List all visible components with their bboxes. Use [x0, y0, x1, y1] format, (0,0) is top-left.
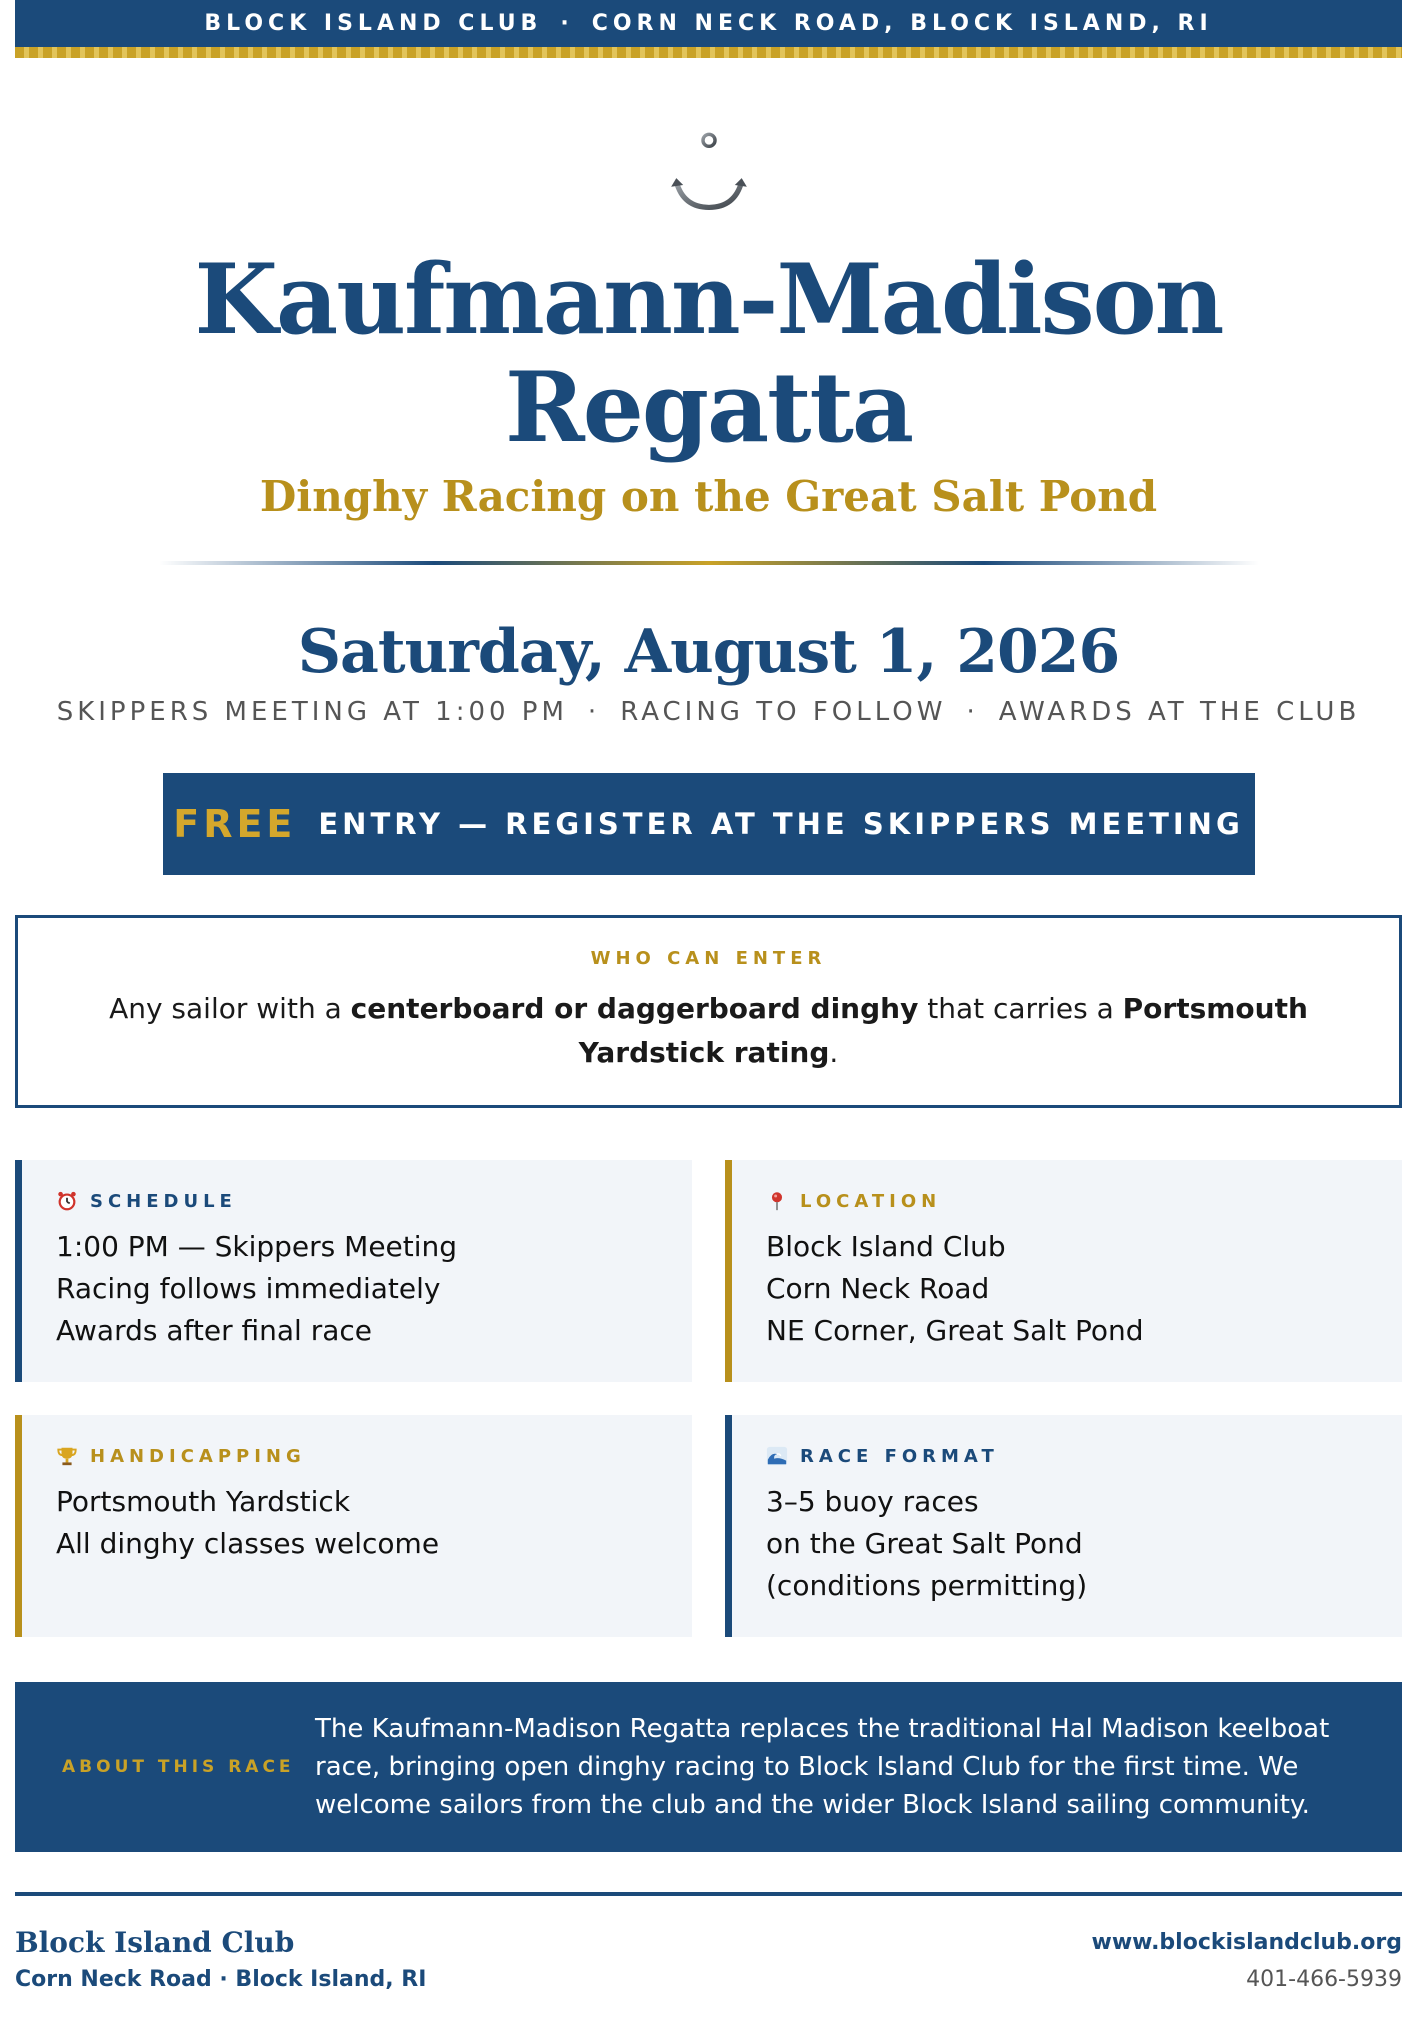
schedule-line: Awards after final race: [56, 1314, 373, 1347]
divider-rule: [159, 561, 1259, 565]
who-bold-1: centerboard or daggerboard dinghy: [350, 992, 919, 1025]
handicapping-label: HANDICAPPING: [90, 1445, 306, 1467]
who-bold-2: Portsmouth Yardstick rating: [578, 992, 1308, 1069]
detail-awards: AWARDS AT THE CLUB: [998, 697, 1361, 727]
banner-address: CORN NECK ROAD, BLOCK ISLAND, RI: [591, 11, 1213, 36]
entry-text: ENTRY — REGISTER AT THE SKIPPERS MEETING: [318, 807, 1244, 841]
who-eyebrow: WHO CAN ENTER: [590, 948, 827, 969]
about-label: ABOUT THIS RACE: [62, 1757, 295, 1777]
handicapping-line: All dinghy classes welcome: [56, 1527, 440, 1560]
schedule-line: 1:00 PM — Skippers Meeting: [56, 1230, 458, 1263]
location-line: NE Corner, Great Salt Pond: [766, 1314, 1144, 1347]
detail-racing: RACING TO FOLLOW: [620, 697, 947, 727]
race-format-line: (conditions permitting): [766, 1569, 1088, 1602]
race-format-label: RACE FORMAT: [800, 1445, 999, 1467]
wave-icon: [766, 1445, 788, 1467]
footer-phone[interactable]: 401-466-5939: [1246, 1967, 1402, 1992]
trophy-icon: [56, 1445, 78, 1467]
race-format-line: on the Great Salt Pond: [766, 1527, 1083, 1560]
race-format-card: [725, 1415, 1402, 1637]
detail-skippers: SKIPPERS MEETING AT 1:00 PM: [56, 697, 568, 727]
location-label: LOCATION: [800, 1190, 942, 1212]
about-banner: [15, 1682, 1402, 1852]
location-card: [725, 1160, 1402, 1382]
alarm-clock-icon: [56, 1190, 78, 1212]
who-text-2: that carries a: [918, 992, 1123, 1025]
banner-separator: ·: [560, 11, 574, 36]
free-label: FREE: [173, 802, 297, 846]
info-grid: [15, 1160, 1402, 1637]
title-line-1: Kaufmann-Madison: [194, 243, 1223, 356]
footer-club-name: Block Island Club: [15, 1926, 295, 1959]
location-line: Corn Neck Road: [766, 1272, 990, 1305]
who-text-1: Any sailor with a: [109, 992, 351, 1025]
race-format-line: 3–5 buoy races: [766, 1485, 979, 1518]
footer: [15, 1926, 1402, 1992]
flyer: [15, 0, 1402, 1992]
gold-stripe: [15, 47, 1402, 58]
event-subtitle: Dinghy Racing on the Great Salt Pond: [259, 472, 1158, 521]
footer-rule: [15, 1892, 1402, 1896]
about-text: The Kaufmann-Madison Regatta replaces the traditional Hal Madison keelboat race, bringing open dinghy racing to Block Island Club for the first time. We welcome sailors from the club and the wider Block Island sailing community.: [315, 1714, 1330, 1820]
detail-separator: ·: [966, 697, 979, 727]
banner-club-name: BLOCK ISLAND CLUB: [204, 11, 543, 36]
handicapping-card: [15, 1415, 692, 1637]
free-entry-banner: [163, 773, 1255, 875]
who-can-enter-box: [15, 915, 1402, 1108]
schedule-card: [15, 1160, 692, 1382]
location-line: Block Island Club: [766, 1230, 1006, 1263]
anchor-icon: [666, 130, 752, 216]
schedule-line: Racing follows immediately: [56, 1272, 441, 1305]
who-text: [88, 987, 1329, 1075]
event-date: Saturday, August 1, 2026: [297, 617, 1120, 687]
event-title: [15, 243, 1402, 464]
footer-website[interactable]: www.blockislandclub.org: [1091, 1930, 1402, 1955]
footer-address: Corn Neck Road · Block Island, RI: [15, 1967, 427, 1992]
title-line-2: Regatta: [504, 351, 913, 464]
schedule-label: SCHEDULE: [90, 1190, 237, 1212]
detail-separator: ·: [587, 697, 601, 727]
map-pin-icon: [766, 1190, 788, 1212]
handicapping-line: Portsmouth Yardstick: [56, 1485, 351, 1518]
who-text-3: .: [829, 1036, 839, 1069]
event-details: [15, 697, 1402, 727]
